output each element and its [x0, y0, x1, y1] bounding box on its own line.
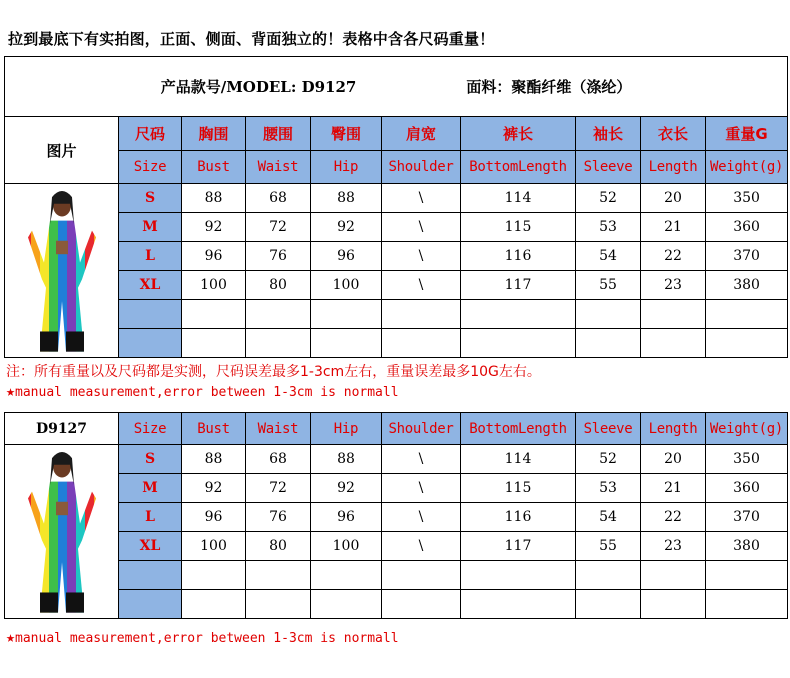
value-cell: 116	[461, 242, 576, 271]
size-cell: S	[119, 445, 182, 474]
size-cell: XL	[119, 532, 182, 561]
size-cell: S	[119, 184, 182, 213]
header-en-6: Sleeve	[576, 413, 641, 445]
value-cell: 80	[246, 532, 311, 561]
value-cell	[576, 590, 641, 619]
size-cell: L	[119, 503, 182, 532]
value-cell: 117	[461, 271, 576, 300]
header-en-7: Length	[641, 413, 706, 445]
size-cell: XL	[119, 271, 182, 300]
value-cell: 23	[641, 532, 706, 561]
value-cell: 370	[706, 242, 788, 271]
header-cn-1: 胸围	[182, 117, 246, 151]
size-cell: M	[119, 213, 182, 242]
value-cell: 72	[246, 474, 311, 503]
value-cell: 92	[182, 213, 246, 242]
value-cell: 80	[246, 271, 311, 300]
table-row	[5, 242, 788, 271]
value-cell	[182, 329, 246, 358]
value-cell	[246, 590, 311, 619]
value-cell	[246, 561, 311, 590]
size-cell: L	[119, 242, 182, 271]
value-cell	[706, 329, 788, 358]
size-cell	[119, 561, 182, 590]
table-row	[5, 474, 788, 503]
header-en-3: Hip	[311, 151, 382, 184]
value-cell: 76	[246, 242, 311, 271]
star-icon: ★	[6, 382, 16, 400]
table-row	[5, 532, 788, 561]
value-cell	[382, 300, 461, 329]
value-cell	[382, 329, 461, 358]
value-cell: \	[382, 271, 461, 300]
header-cn-7: 衣长	[641, 117, 706, 151]
value-cell: \	[382, 242, 461, 271]
value-cell	[311, 329, 382, 358]
value-cell: 21	[641, 474, 706, 503]
value-cell: 55	[576, 532, 641, 561]
header-en-5: BottomLength	[461, 151, 576, 184]
value-cell: 54	[576, 503, 641, 532]
star-icon: ★	[6, 628, 16, 646]
value-cell	[382, 561, 461, 590]
value-cell: 114	[461, 445, 576, 474]
header-cn-6: 袖长	[576, 117, 641, 151]
value-cell: 115	[461, 474, 576, 503]
table-row	[5, 213, 788, 242]
value-cell	[461, 561, 576, 590]
value-cell	[461, 590, 576, 619]
value-cell	[182, 561, 246, 590]
value-cell: 116	[461, 503, 576, 532]
value-cell	[576, 561, 641, 590]
value-cell: 100	[182, 271, 246, 300]
picture-label: 图片	[5, 117, 119, 184]
value-cell: 68	[246, 445, 311, 474]
value-cell: 88	[311, 184, 382, 213]
value-cell	[461, 300, 576, 329]
value-cell: 92	[311, 474, 382, 503]
value-cell: 20	[641, 445, 706, 474]
value-cell: 350	[706, 445, 788, 474]
size-chart-table-1	[4, 56, 788, 358]
value-cell: 23	[641, 271, 706, 300]
value-cell: 114	[461, 184, 576, 213]
table-row	[5, 300, 788, 329]
value-cell: 88	[311, 445, 382, 474]
value-cell: \	[382, 445, 461, 474]
value-cell: 53	[576, 474, 641, 503]
value-cell: 350	[706, 184, 788, 213]
header-en-8: Weight(g)	[706, 413, 788, 445]
size-chart-table-2	[4, 412, 788, 619]
value-cell: \	[382, 474, 461, 503]
table-row	[5, 503, 788, 532]
value-cell	[246, 300, 311, 329]
note-en-2: ★manual measurement,error between 1-3cm is normall	[6, 628, 399, 646]
product-photo	[5, 184, 119, 358]
value-cell	[576, 329, 641, 358]
fabric-label: 面料：聚酯纤维（涤纶）	[466, 78, 632, 96]
value-cell	[706, 561, 788, 590]
table-row	[5, 561, 788, 590]
value-cell	[641, 300, 706, 329]
value-cell	[641, 329, 706, 358]
value-cell: 76	[246, 503, 311, 532]
value-cell: 360	[706, 474, 788, 503]
table-row	[5, 329, 788, 358]
value-cell: 370	[706, 503, 788, 532]
header-cn-4: 肩宽	[382, 117, 461, 151]
value-cell	[311, 590, 382, 619]
value-cell: 52	[576, 184, 641, 213]
value-cell	[641, 561, 706, 590]
value-cell: 52	[576, 445, 641, 474]
value-cell: 100	[182, 532, 246, 561]
header-en-2: Waist	[246, 413, 311, 445]
header-en-7: Length	[641, 151, 706, 184]
size-cell	[119, 590, 182, 619]
header-en-5: BottomLength	[461, 413, 576, 445]
value-cell: 72	[246, 213, 311, 242]
value-cell: 55	[576, 271, 641, 300]
value-cell: 68	[246, 184, 311, 213]
value-cell: 54	[576, 242, 641, 271]
header-en-8: Weight(g)	[706, 151, 788, 184]
header-cn-0: 尺码	[119, 117, 182, 151]
model-info-row	[5, 57, 788, 117]
size-cell	[119, 329, 182, 358]
value-cell	[576, 300, 641, 329]
value-cell: 20	[641, 184, 706, 213]
value-cell: \	[382, 184, 461, 213]
value-cell: \	[382, 532, 461, 561]
note-cn: 注：所有重量以及尺码都是实测，尺码误差最多1-3cm左右，重量误差最多10G左右。	[6, 364, 541, 380]
header-en-6: Sleeve	[576, 151, 641, 184]
value-cell: 100	[311, 271, 382, 300]
value-cell: 115	[461, 213, 576, 242]
header-en-4: Shoulder	[382, 151, 461, 184]
value-cell	[182, 300, 246, 329]
value-cell: 53	[576, 213, 641, 242]
value-cell: 96	[182, 503, 246, 532]
value-cell: 360	[706, 213, 788, 242]
header-en-0: Size	[119, 413, 182, 445]
header-en-4: Shoulder	[382, 413, 461, 445]
value-cell	[182, 590, 246, 619]
product-photo	[5, 445, 119, 619]
header-en-1: Bust	[182, 413, 246, 445]
note-en-1: ★manual measurement,error between 1-3cm is normall	[6, 382, 399, 400]
value-cell: 117	[461, 532, 576, 561]
size-cell	[119, 300, 182, 329]
value-cell: 96	[311, 503, 382, 532]
header-en-2: Waist	[246, 151, 311, 184]
header-en-3: Hip	[311, 413, 382, 445]
table-row	[5, 271, 788, 300]
value-cell: 22	[641, 503, 706, 532]
model-code: D9127	[5, 413, 119, 445]
value-cell: 380	[706, 271, 788, 300]
value-cell	[311, 561, 382, 590]
value-cell	[706, 300, 788, 329]
value-cell: 92	[311, 213, 382, 242]
value-cell: 22	[641, 242, 706, 271]
value-cell	[706, 590, 788, 619]
value-cell: 100	[311, 532, 382, 561]
value-cell: 21	[641, 213, 706, 242]
size-cell: M	[119, 474, 182, 503]
value-cell	[311, 300, 382, 329]
header-cn-5: 裤长	[461, 117, 576, 151]
header-en-1: Bust	[182, 151, 246, 184]
value-cell	[641, 590, 706, 619]
model-label: 产品款号/MODEL: D9127	[160, 78, 357, 96]
top-note: 拉到最底下有实拍图，正面、侧面、背面独立的！表格中含各尺码重量！	[8, 30, 495, 48]
table-row	[5, 184, 788, 213]
value-cell	[382, 590, 461, 619]
value-cell: \	[382, 213, 461, 242]
value-cell	[461, 329, 576, 358]
value-cell: 96	[182, 242, 246, 271]
value-cell: \	[382, 503, 461, 532]
header-cn-8: 重量G	[706, 117, 788, 151]
header-cn-3: 臀围	[311, 117, 382, 151]
value-cell: 88	[182, 445, 246, 474]
value-cell: 96	[311, 242, 382, 271]
table-row	[5, 445, 788, 474]
header-cn-2: 腰围	[246, 117, 311, 151]
table-row	[5, 590, 788, 619]
value-cell: 380	[706, 532, 788, 561]
value-cell: 92	[182, 474, 246, 503]
value-cell	[246, 329, 311, 358]
value-cell: 88	[182, 184, 246, 213]
header-en-0: Size	[119, 151, 182, 184]
